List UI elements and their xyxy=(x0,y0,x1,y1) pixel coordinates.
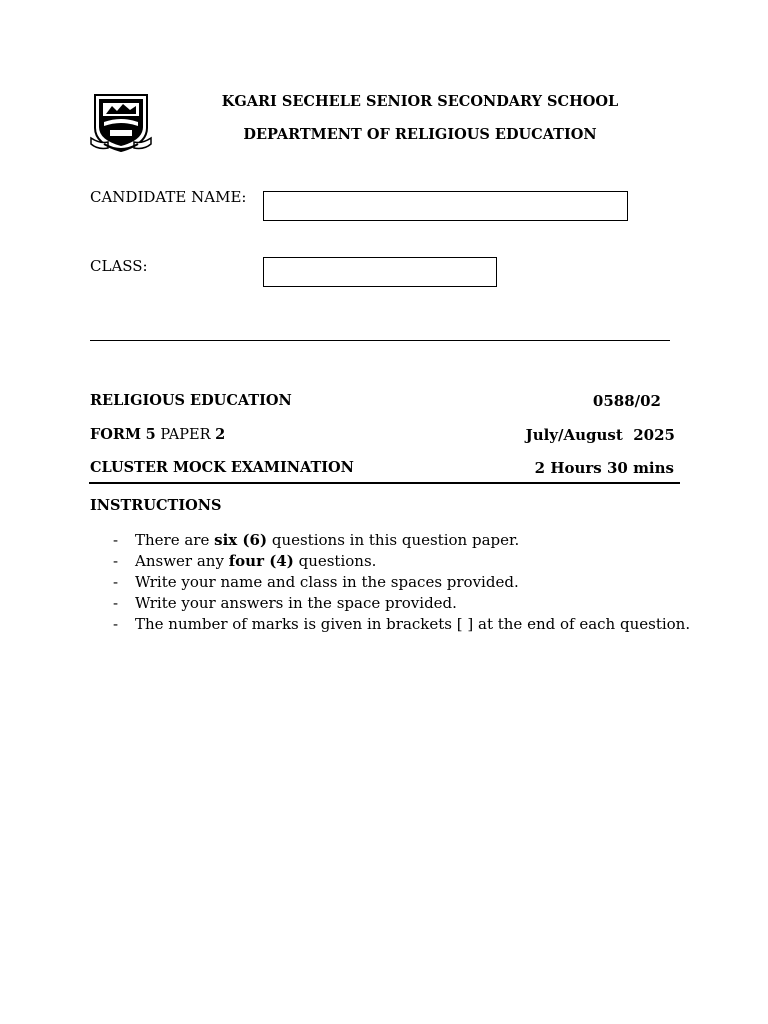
divider-line xyxy=(90,340,670,341)
exam-type: CLUSTER MOCK EXAMINATION xyxy=(90,459,354,476)
form-label: FORM xyxy=(90,426,142,443)
bullet-dash: - xyxy=(113,615,119,633)
bullet-dash: - xyxy=(113,594,119,612)
paper-label: PAPER xyxy=(160,427,211,443)
instruction-emphasis: six (6) xyxy=(214,531,268,549)
paper-number: 2 xyxy=(215,426,226,443)
exam-duration: 2 Hours 30 mins xyxy=(534,459,674,477)
bullet-dash: - xyxy=(113,531,119,549)
candidate-name-label: CANDIDATE NAME: xyxy=(90,188,247,206)
school-name: KGARI SECHELE SENIOR SECONDARY SCHOOL xyxy=(221,93,619,110)
instruction-text: The number of marks is given in brackets [ ] at the end of each question. xyxy=(135,615,691,633)
exam-code: 0588/02 xyxy=(592,392,661,410)
instruction-text: Answer any xyxy=(135,552,229,570)
instructions-heading: INSTRUCTIONS xyxy=(90,497,222,514)
list-item xyxy=(113,614,690,635)
exam-session: July/August 2025 xyxy=(525,426,675,444)
instruction-emphasis: four (4) xyxy=(228,552,294,570)
class-label: CLASS: xyxy=(90,257,148,275)
class-field[interactable] xyxy=(263,257,497,287)
form-number: 5 xyxy=(145,426,156,443)
instruction-text: Write your name and class in the spaces provided. xyxy=(135,573,519,591)
list-item xyxy=(113,572,690,593)
instruction-text: questions in this question paper. xyxy=(267,531,520,549)
bullet-dash: - xyxy=(113,573,119,591)
instruction-text: Write your answers in the space provided. xyxy=(135,594,457,612)
section-rule xyxy=(89,482,680,484)
list-item xyxy=(113,530,690,551)
candidate-name-field[interactable] xyxy=(263,191,628,221)
department-name: DEPARTMENT OF RELIGIOUS EDUCATION xyxy=(243,126,597,143)
instruction-text: questions. xyxy=(293,552,377,570)
subject-title: RELIGIOUS EDUCATION xyxy=(90,392,292,409)
bullet-dash: - xyxy=(113,552,119,570)
list-item xyxy=(113,551,690,572)
instruction-text: There are xyxy=(135,531,215,549)
list-item xyxy=(113,593,690,614)
instructions-list xyxy=(113,530,690,635)
form-paper-line xyxy=(90,426,225,443)
